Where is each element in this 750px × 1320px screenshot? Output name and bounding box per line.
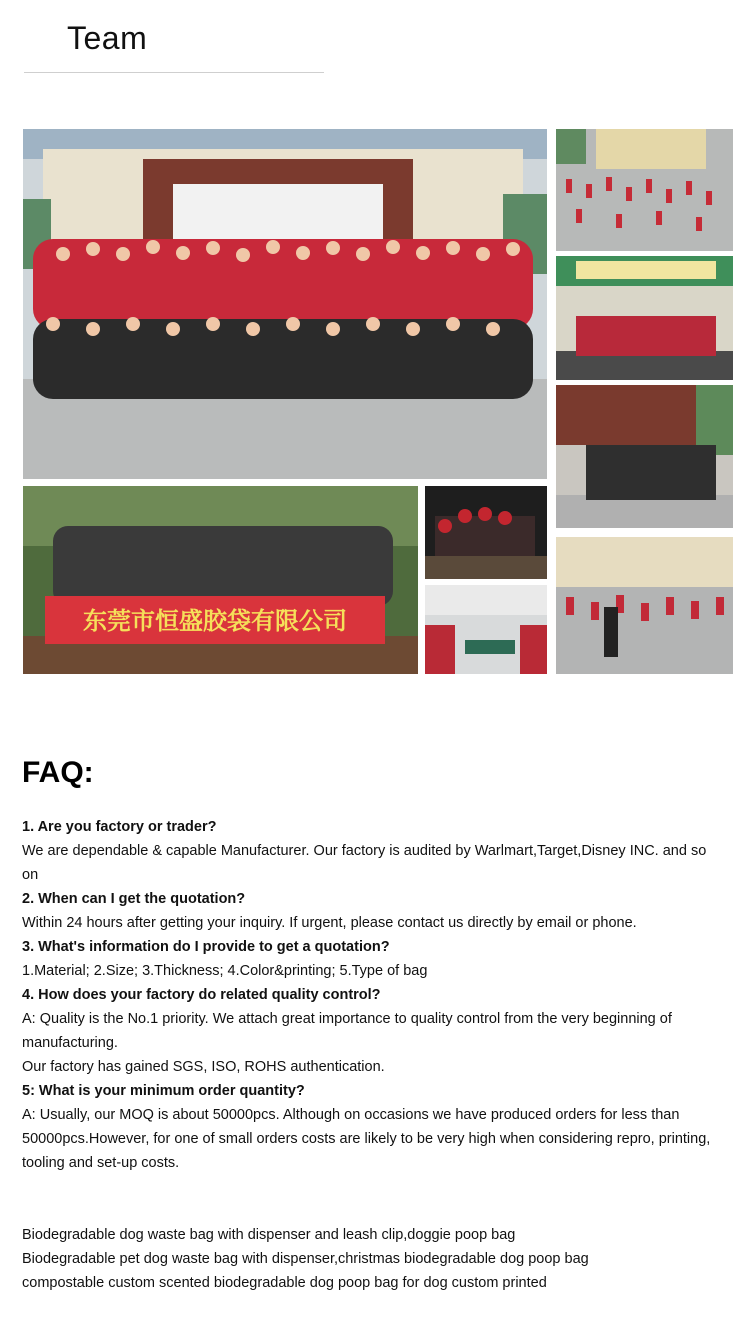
faq-question-2: 2. When can I get the quotation? (22, 891, 246, 907)
team-activity-photo-3 (556, 385, 733, 528)
team-christmas-photo (425, 486, 547, 579)
keyword-line-1: Biodegradable dog waste bag with dispenser and leash clip,doggie poop bag (22, 1227, 516, 1243)
faq-heading: FAQ: (22, 756, 94, 789)
team-divider (24, 72, 324, 73)
faq-answer-1: We are dependable & capable Manufacturer. Our factory is audited by Warlmart,Target,Disney INC. and so on (22, 843, 707, 883)
team-group-photo (23, 129, 547, 479)
team-banner-photo (23, 486, 418, 674)
faq-question-4: 4. How does your factory do related quality control? (22, 987, 381, 1003)
team-activity-photo-4 (556, 537, 733, 674)
faq-list (22, 815, 722, 1175)
faq-answer-4: A: Quality is the No.1 priority. We attach great importance to quality control from the very beginning of manufacturing. (22, 1011, 672, 1051)
team-activity-photo-2 (556, 256, 733, 380)
keyword-list (22, 1223, 722, 1295)
faq-question-1: 1. Are you factory or trader? (22, 819, 217, 835)
faq-answer-2: Within 24 hours after getting your inquiry. If urgent, please contact us directly by email or phone. (22, 915, 637, 931)
faq-answer-5: A: Usually, our MOQ is about 50000pcs. Although on occasions we have produced orders for less than 50000pcs.However, for one of small orders costs are likely to be very high when considering repro, printing, tooling and set-up costs. (22, 1107, 711, 1171)
faq-question-3: 3. What's information do I provide to get a quotation? (22, 939, 390, 955)
team-activity-photo-1 (556, 129, 733, 251)
team-pingpong-photo (425, 585, 547, 674)
keyword-line-2: Biodegradable pet dog waste bag with dispenser,christmas biodegradable dog poop bag (22, 1251, 589, 1267)
faq-question-5: 5: What is your minimum order quantity? (22, 1083, 305, 1099)
faq-answer-3: 1.Material; 2.Size; 3.Thickness; 4.Color&printing; 5.Type of bag (22, 963, 428, 979)
keyword-line-3: compostable custom scented biodegradable dog poop bag for dog custom printed (22, 1275, 547, 1291)
banner-text: 东莞市恒盛胶袋有限公司 (83, 607, 347, 635)
faq-answer-4-cert: Our factory has gained SGS, ISO, ROHS authentication. (22, 1059, 385, 1075)
team-heading: Team (67, 20, 148, 56)
